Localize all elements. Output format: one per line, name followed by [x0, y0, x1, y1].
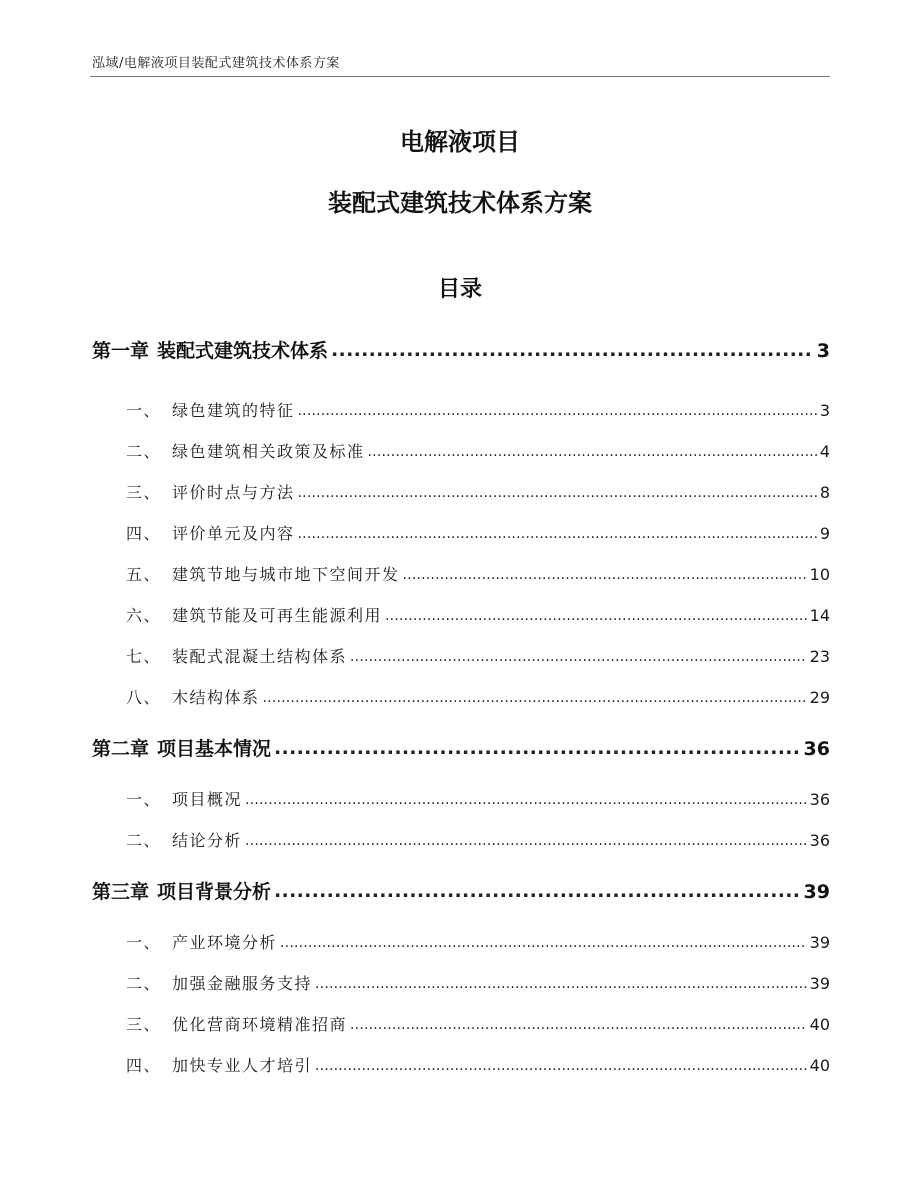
- toc-section-2-2[interactable]: [126, 828, 830, 851]
- toc-section-title: 绿色建筑相关政策及标准: [172, 442, 365, 461]
- toc-page-number: 29: [809, 688, 830, 707]
- toc-section-title: 评价单元及内容: [172, 524, 295, 543]
- toc-section-2-1[interactable]: [126, 787, 830, 810]
- toc-section-title: 装配式混凝土结构体系: [172, 647, 348, 666]
- toc-page-number: 4: [819, 442, 830, 461]
- document-title-line2: 装配式建筑技术体系方案: [328, 189, 592, 217]
- toc-page-number: 39: [803, 881, 830, 903]
- toc-chapter-label: [92, 877, 271, 904]
- toc-leader-dots: [298, 523, 817, 542]
- toc-section-1-1[interactable]: [126, 398, 830, 421]
- toc-section-1-5[interactable]: [126, 562, 830, 585]
- toc-chapter-3[interactable]: [92, 877, 830, 904]
- toc-page-number: 40: [809, 1015, 830, 1034]
- toc-section-label: [126, 828, 242, 851]
- toc-section-number: 七、: [126, 647, 162, 666]
- toc-section-1-2[interactable]: [126, 439, 830, 462]
- toc-page-number: 3: [816, 340, 830, 362]
- toc-section-number: 二、: [126, 831, 162, 850]
- toc-chapter-title: 项目基本情况: [157, 738, 272, 760]
- toc-leader-dots: [368, 441, 817, 460]
- toc-section-label: [126, 562, 400, 585]
- toc-section-number: 三、: [126, 483, 162, 502]
- toc-page-number: 9: [819, 524, 830, 543]
- toc-section-1-7[interactable]: [126, 644, 830, 667]
- toc-section-title: 建筑节地与城市地下空间开发: [172, 565, 400, 584]
- toc-section-title: 评价时点与方法: [172, 483, 295, 502]
- toc-page-number: 10: [809, 565, 830, 584]
- toc-section-title: 加强金融服务支持: [172, 974, 313, 993]
- toc-chapter-title: 装配式建筑技术体系: [157, 340, 329, 362]
- toc-section-label: [126, 930, 277, 953]
- toc-leader-dots: [350, 1014, 807, 1033]
- toc-page-number: 39: [809, 974, 830, 993]
- toc-section-3-1[interactable]: [126, 930, 830, 953]
- toc-section-1-8[interactable]: [126, 685, 830, 708]
- toc-section-number: 四、: [126, 524, 162, 543]
- toc-section-1-6[interactable]: [126, 603, 830, 626]
- toc-section-3-2[interactable]: [126, 971, 830, 994]
- toc-page-number: 36: [809, 831, 830, 850]
- toc-section-label: [126, 1053, 312, 1076]
- toc-section-3-4[interactable]: [126, 1053, 830, 1076]
- toc-section-number: 二、: [126, 442, 162, 461]
- toc-leader-dots: [280, 932, 807, 951]
- toc-section-3-3[interactable]: [126, 1012, 830, 1035]
- toc-page-number: 8: [819, 483, 830, 502]
- toc-page-number: 36: [809, 790, 830, 809]
- toc-leader-dots: [274, 880, 801, 902]
- toc-section-number: 一、: [126, 401, 162, 420]
- toc-chapter-number: 第三章: [92, 881, 150, 903]
- toc-leader-dots: [245, 789, 807, 808]
- toc-section-label: [126, 603, 382, 626]
- toc-leader-dots: [245, 830, 807, 849]
- toc-section-number: 八、: [126, 688, 162, 707]
- toc-section-label: [126, 521, 295, 544]
- toc-section-label: [126, 971, 312, 994]
- toc-leader-dots: [298, 400, 817, 419]
- toc-page-number: 14: [809, 606, 830, 625]
- toc-chapter-label: [92, 336, 328, 363]
- toc-page-number: 39: [809, 933, 830, 952]
- toc-section-label: [126, 787, 242, 810]
- toc-section-title: 加快专业人才培引: [172, 1056, 313, 1075]
- toc-section-title: 绿色建筑的特征: [172, 401, 295, 420]
- toc-leader-dots: [331, 339, 814, 361]
- toc-section-number: 二、: [126, 974, 162, 993]
- toc-leader-dots: [385, 605, 807, 624]
- toc-leader-dots: [298, 482, 817, 501]
- toc-chapter-title: 项目背景分析: [157, 881, 272, 903]
- toc-section-title: 产业环境分析: [172, 933, 278, 952]
- toc-chapter-number: 第二章: [92, 738, 150, 760]
- toc-section-title: 结论分析: [172, 831, 243, 850]
- toc-leader-dots: [403, 564, 807, 583]
- toc-section-label: [126, 480, 295, 503]
- toc-section-label: [126, 685, 260, 708]
- toc-leader-dots: [315, 973, 807, 992]
- toc-section-title: 建筑节能及可再生能源利用: [172, 606, 383, 625]
- toc-section-1-3[interactable]: [126, 480, 830, 503]
- toc-section-number: 三、: [126, 1015, 162, 1034]
- toc-chapter-2[interactable]: [92, 734, 830, 761]
- toc-section-label: [126, 439, 365, 462]
- toc-leader-dots: [350, 646, 807, 665]
- toc-chapter-1[interactable]: [92, 336, 830, 363]
- toc-leader-dots: [315, 1055, 807, 1074]
- toc-leader-dots: [263, 687, 807, 706]
- toc-section-number: 一、: [126, 933, 162, 952]
- toc-page-number: 23: [809, 647, 830, 666]
- toc-section-title: 木结构体系: [172, 688, 260, 707]
- toc-page-number: 36: [803, 738, 830, 760]
- toc-section-title: 优化营商环境精准招商: [172, 1015, 348, 1034]
- toc-section-label: [126, 398, 295, 421]
- toc-page-number: 3: [819, 401, 830, 420]
- document-title-line1: 电解液项目: [400, 128, 520, 156]
- toc-section-number: 四、: [126, 1056, 162, 1075]
- toc-leader-dots: [274, 737, 801, 759]
- toc-section-number: 一、: [126, 790, 162, 809]
- running-header: 泓域/电解液项目装配式建筑技术体系方案: [92, 56, 340, 71]
- toc-chapter-number: 第一章: [92, 340, 150, 362]
- toc-section-1-4[interactable]: [126, 521, 830, 544]
- toc-section-number: 六、: [126, 606, 162, 625]
- toc-section-number: 五、: [126, 565, 162, 584]
- toc-chapter-label: [92, 734, 271, 761]
- toc-section-label: [126, 644, 347, 667]
- toc-page-number: 40: [809, 1056, 830, 1075]
- toc-section-title: 项目概况: [172, 790, 243, 809]
- toc-section-label: [126, 1012, 347, 1035]
- toc-heading: 目录: [437, 277, 482, 302]
- header-divider: [90, 76, 830, 77]
